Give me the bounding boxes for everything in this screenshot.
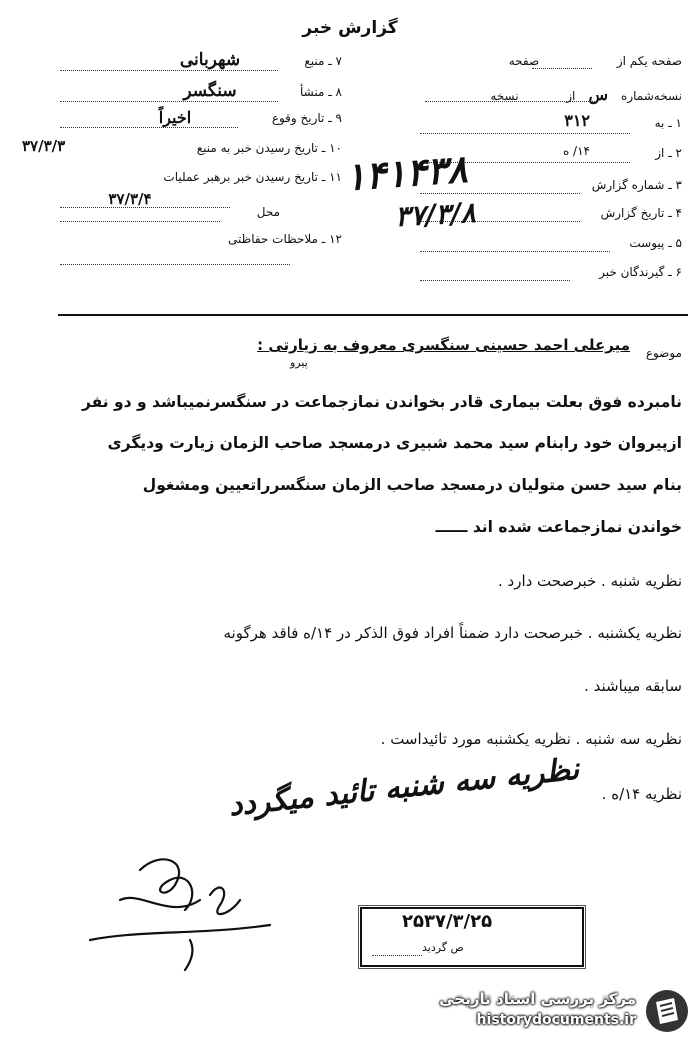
- field-report-number: ۳ ـ شماره گزارش: [591, 178, 682, 192]
- note-saturday: نظریه شنبه . خبرصحت دارد .: [497, 572, 682, 590]
- field-origin-value: سنگسر: [183, 81, 237, 101]
- field-report-date: ۴ ـ تاریخ گزارش: [600, 206, 682, 220]
- body-line-4: خواندن نمازجماعت شده اند ــــــ: [435, 518, 682, 536]
- watermark: [410, 988, 690, 1034]
- archive-logo-icon: [644, 988, 690, 1034]
- handwritten-date: ۳۷/۳/۸: [394, 195, 477, 234]
- note-14h: نظریه ۱۴/ه .: [601, 785, 682, 803]
- field-received-source: ۱۰ ـ تاریخ رسیدن خبر به منبع: [196, 141, 342, 155]
- stamp-date: ۲۵۳۷/۳/۲۵: [402, 911, 493, 932]
- subject-text: میرعلی احمد حسینی سنگسری معروف به زیارتی :: [257, 336, 630, 354]
- field-security-notes: ۱۲ ـ ملاحظات حفاظتی: [228, 232, 342, 246]
- field-from: ۲ ـ از: [655, 146, 682, 160]
- watermark-site: historydocuments.ir: [476, 1012, 636, 1028]
- field-recipients: ۶ ـ گیرندگان خبر: [599, 265, 682, 279]
- field-page: صفحه یکم از صفحه: [508, 54, 682, 68]
- field-to: ۱ ـ به: [654, 116, 682, 130]
- field-attachment: ۵ ـ پیوست: [629, 236, 682, 250]
- report-title: گزارش خبر: [302, 18, 398, 38]
- body-line-2: ازپیروان خود رابنام سید محمد شبیری درمسجد صاحب الزمان زیارت ودیگری: [107, 434, 682, 452]
- field-from-value: ۱۴/ ه: [562, 144, 590, 158]
- note-sunday: نظریه یکشنبه . خبرصحت دارد ضمناً افراد فوق الذکر در ۱۴/ه فاقد هرگونه: [223, 624, 682, 642]
- handwritten-number: ۱۴۱۴۳۸: [343, 145, 469, 200]
- body-line-1: نامبرده فوق بعلت بیماری قادر بخواندن نمازجماعت در سنگسرنمیباشد و دو نفر: [82, 393, 682, 411]
- handwritten-note: نظریه سه شنبه تائید میگردد: [227, 751, 581, 824]
- field-location: محل: [256, 205, 280, 219]
- header-divider: [58, 314, 688, 316]
- subject-label: موضوع: [645, 346, 682, 360]
- stamp-line2: ص گردید: [422, 941, 464, 954]
- field-event-date-value: اخیراً: [158, 108, 192, 127]
- field-origin: ۸ ـ منشأ: [299, 85, 342, 99]
- field-source: ۷ ـ منبع: [304, 54, 342, 68]
- field-source-value: شهربانی: [179, 50, 241, 70]
- receipt-stamp: [360, 907, 584, 967]
- watermark-org: مرکز بررسی اسناد تاریخی: [439, 990, 636, 1008]
- subject-note: پیرو: [290, 356, 308, 369]
- field-copy-number: نسخه‌شماره س از نسخه: [490, 85, 682, 104]
- signature-icon: [80, 840, 280, 980]
- field-to-value: ۳۱۲: [564, 111, 590, 130]
- field-received-ops: ۱۱ ـ تاریخ رسیدن خبر برهبر عملیات: [163, 170, 342, 184]
- note-tuesday: نظریه سه شنبه . نظریه یکشنبه مورد تائیداست .: [380, 730, 682, 748]
- field-received-source-value: ۳۷/۳/۳: [22, 137, 66, 155]
- field-received-ops-value: ۳۷/۳/۴: [108, 190, 152, 208]
- field-event-date: ۹ ـ تاریخ وقوع: [271, 111, 342, 125]
- note-sunday-cont: سابقه میباشند .: [584, 677, 682, 695]
- body-line-3: بنام سید حسن متولیان درمسجد صاحب الزمان سنگسرراتعیین ومشغول: [142, 476, 682, 494]
